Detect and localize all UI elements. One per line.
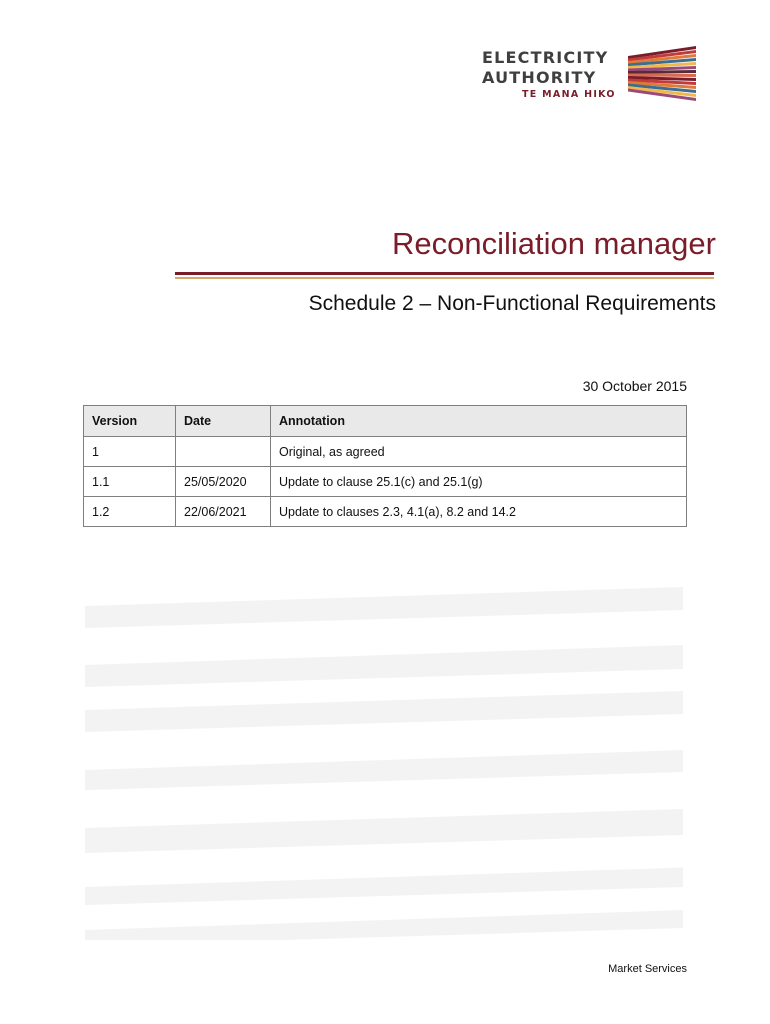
background-stripe [85,910,683,940]
document-date: 30 October 2015 [582,378,687,394]
title-rule [175,272,714,275]
background-stripe [85,587,683,628]
version-history-table [83,405,687,527]
annotation-cell: Original, as agreed [271,437,687,467]
background-stripe [85,691,683,732]
date-cell: 25/05/2020 [176,467,271,497]
logo-line-2: AUTHORITY [482,68,597,87]
electricity-authority-logo [482,44,696,106]
logo-line-1: ELECTRICITY [482,48,609,67]
header-annotation: Annotation [271,406,687,437]
header-version: Version [84,406,176,437]
document-title: Reconciliation manager [392,226,716,261]
document-subtitle: Schedule 2 – Non-Functional Requirements [308,292,716,315]
version-cell: 1.1 [84,467,176,497]
table-row [84,497,687,527]
background-stripe [85,809,683,853]
date-cell [176,437,271,467]
background-stripe [85,645,683,687]
title-rule-accent [175,277,714,279]
header-date: Date [176,406,271,437]
annotation-cell: Update to clauses 2.3, 4.1(a), 8.2 and 14.2 [271,497,687,527]
table-row [84,437,687,467]
version-cell: 1.2 [84,497,176,527]
logo-stripes-icon [628,44,696,104]
table-row [84,467,687,497]
table-header-row [84,406,687,437]
background-stripe [85,750,683,790]
logo-line-3: TE MANA HIKO [522,89,616,100]
version-cell: 1 [84,437,176,467]
annotation-cell: Update to clause 25.1(c) and 25.1(g) [271,467,687,497]
date-cell: 22/06/2021 [176,497,271,527]
background-stripes-graphic [85,572,685,940]
footer-text: Market Services [608,963,687,975]
background-stripe [85,868,683,906]
